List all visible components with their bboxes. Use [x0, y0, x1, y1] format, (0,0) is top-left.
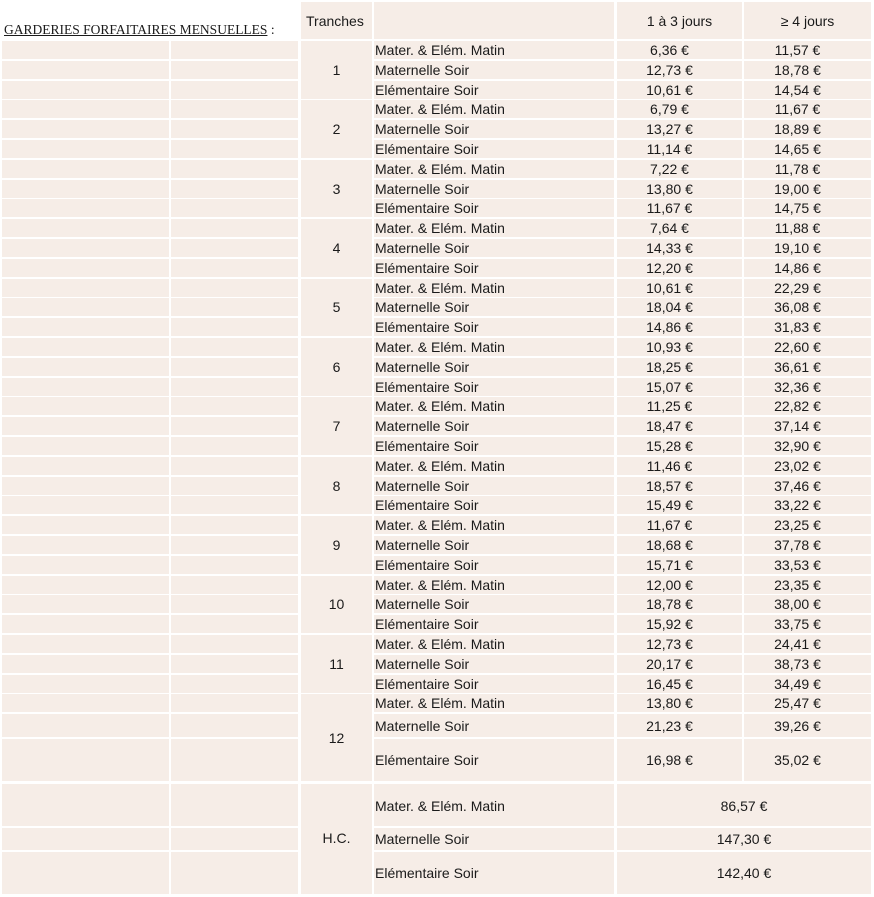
- rate-4plus: 31,83 €: [774, 319, 821, 336]
- rate-4plus: 22,29 €: [774, 279, 821, 296]
- rate-1-3: 13,80 €: [646, 180, 693, 197]
- rate-1-3: 14,33 €: [646, 240, 693, 256]
- service-name: Maternelle Soir: [375, 717, 470, 734]
- empty-cell-mid: [171, 784, 298, 826]
- service-name: Elémentaire Soir: [375, 378, 479, 395]
- service-name: Maternelle Soir: [375, 61, 470, 78]
- empty-cell-left: [2, 417, 169, 435]
- rate-1-3: 16,45 €: [646, 675, 693, 692]
- empty-cell-left: [2, 318, 169, 336]
- empty-cell-mid: [171, 556, 298, 574]
- empty-cell-mid: [171, 41, 298, 59]
- rate-4plus: 33,53 €: [774, 556, 821, 573]
- service-name: Mater. & Elém. Matin: [375, 279, 505, 296]
- empty-cell-left: [2, 477, 169, 495]
- rate-4plus: 23,35 €: [774, 576, 821, 593]
- rate-1-3: 18,78 €: [646, 596, 693, 613]
- service-name: Elémentaire Soir: [375, 438, 479, 454]
- empty-cell-mid: [171, 655, 298, 673]
- empty-cell-mid: [171, 635, 298, 653]
- service-name: Mater. & Elém. Matin: [375, 220, 505, 237]
- hc-rate: 142,40 €: [716, 865, 772, 882]
- empty-cell-left: [2, 279, 169, 297]
- empty-cell-left: [2, 41, 169, 59]
- empty-cell-left: [2, 199, 169, 217]
- rate-1-3: 14,86 €: [646, 319, 693, 336]
- service-name: Mater. & Elém. Matin: [375, 339, 505, 355]
- empty-cell-left: [2, 298, 169, 316]
- tranche-label: 7: [332, 418, 341, 435]
- empty-cell-left: [2, 576, 169, 594]
- service-name: Elémentaire Soir: [375, 675, 479, 692]
- rate-1-3: 7,22 €: [650, 160, 689, 177]
- empty-cell-left: [2, 828, 169, 850]
- header-col2: ≥ 4 jours: [780, 13, 835, 29]
- empty-cell-left: [2, 219, 169, 237]
- service-name: Maternelle Soir: [375, 477, 470, 494]
- rate-4plus: 18,78 €: [774, 61, 821, 78]
- header-cell-blank: [374, 2, 614, 39]
- rate-4plus: 33,75 €: [774, 616, 821, 633]
- tranche-label: 4: [332, 240, 341, 256]
- rate-4plus: 33,22 €: [774, 497, 821, 514]
- empty-cell-left: [2, 675, 169, 693]
- empty-cell-mid: [171, 576, 298, 594]
- rate-1-3: 18,68 €: [646, 537, 693, 553]
- rate-4plus: 24,41 €: [774, 636, 821, 652]
- empty-cell-mid: [171, 180, 298, 198]
- empty-cell-left: [2, 259, 169, 277]
- tranche-label: 8: [332, 477, 341, 494]
- rate-4plus: 14,54 €: [774, 81, 821, 98]
- rate-4plus: 36,61 €: [774, 358, 821, 375]
- rate-1-3: 11,67 €: [646, 517, 693, 534]
- empty-cell-mid: [171, 279, 298, 297]
- service-name: Elémentaire Soir: [375, 141, 479, 157]
- service-name: Maternelle Soir: [375, 358, 470, 375]
- service-name: Elémentaire Soir: [375, 81, 479, 98]
- rate-1-3: 13,27 €: [646, 121, 693, 138]
- empty-cell-left: [2, 140, 169, 158]
- empty-cell-mid: [171, 536, 298, 554]
- tranche-label: 3: [332, 180, 341, 197]
- service-name: Mater. & Elém. Matin: [375, 398, 505, 415]
- header-col1: 1 à 3 jours: [646, 13, 713, 29]
- section-title: [4, 22, 275, 38]
- empty-cell-left: [2, 739, 169, 781]
- empty-cell-left: [2, 160, 169, 178]
- service-name: Maternelle Soir: [375, 299, 470, 316]
- service-name: Elémentaire Soir: [375, 752, 479, 769]
- service-name: Mater. & Elém. Matin: [375, 101, 505, 118]
- service-name: Maternelle Soir: [375, 180, 470, 197]
- empty-cell-mid: [171, 338, 298, 356]
- empty-cell-left: [2, 496, 169, 514]
- empty-cell-left: [2, 100, 169, 118]
- rate-1-3: 12,73 €: [646, 636, 693, 652]
- empty-cell-left: [2, 714, 169, 737]
- rate-1-3: 11,25 €: [646, 398, 693, 415]
- tranche-label: 10: [328, 596, 345, 613]
- rate-4plus: 19,00 €: [774, 180, 821, 197]
- empty-cell-mid: [171, 100, 298, 118]
- empty-cell-mid: [171, 298, 298, 316]
- rate-4plus: 14,65 €: [774, 141, 821, 157]
- empty-cell-mid: [171, 739, 298, 781]
- rate-4plus: 14,86 €: [774, 259, 821, 276]
- service-name: Elémentaire Soir: [375, 556, 479, 573]
- empty-cell-mid: [171, 199, 298, 217]
- rate-4plus: 14,75 €: [774, 200, 821, 217]
- rate-4plus: 11,78 €: [774, 160, 821, 177]
- service-name: Maternelle Soir: [375, 537, 470, 553]
- rate-4plus: 19,10 €: [774, 240, 821, 256]
- rate-4plus: 39,26 €: [774, 717, 821, 734]
- empty-cell-mid: [171, 358, 298, 376]
- rate-4plus: 11,67 €: [774, 101, 821, 118]
- service-name: Maternelle Soir: [375, 655, 470, 672]
- empty-cell-mid: [171, 714, 298, 737]
- service-name: Maternelle Soir: [375, 240, 470, 256]
- rate-4plus: 36,08 €: [774, 299, 821, 316]
- rate-4plus: 11,88 €: [774, 220, 821, 237]
- rate-1-3: 18,47 €: [646, 418, 693, 435]
- empty-cell-mid: [171, 852, 298, 894]
- rate-1-3: 10,61 €: [646, 279, 693, 296]
- rate-1-3: 18,04 €: [646, 299, 693, 316]
- rate-1-3: 10,93 €: [646, 339, 693, 355]
- rate-4plus: 23,02 €: [774, 457, 821, 474]
- hc-service-name: Mater. & Elém. Matin: [375, 798, 505, 815]
- empty-cell-left: [2, 516, 169, 534]
- service-name: Mater. & Elém. Matin: [375, 517, 505, 534]
- rate-1-3: 18,57 €: [646, 477, 693, 494]
- rate-1-3: 15,49 €: [646, 497, 693, 514]
- empty-cell-mid: [171, 397, 298, 415]
- empty-cell-mid: [171, 239, 298, 257]
- service-name: Elémentaire Soir: [375, 259, 479, 276]
- empty-cell-mid: [171, 477, 298, 495]
- empty-cell-mid: [171, 160, 298, 178]
- tranche-label: 5: [332, 299, 341, 316]
- rate-4plus: 25,47 €: [774, 695, 821, 712]
- empty-cell-left: [2, 378, 169, 396]
- empty-cell-mid: [171, 595, 298, 613]
- empty-cell-mid: [171, 694, 298, 712]
- service-name: Elémentaire Soir: [375, 497, 479, 514]
- rate-4plus: 22,60 €: [774, 339, 821, 355]
- rate-4plus: 32,36 €: [774, 378, 821, 395]
- empty-cell-mid: [171, 259, 298, 277]
- empty-cell-left: [2, 536, 169, 554]
- hc-service-name: Maternelle Soir: [375, 831, 470, 848]
- empty-cell-left: [2, 437, 169, 455]
- empty-cell-left: [2, 239, 169, 257]
- rate-4plus: 38,73 €: [774, 655, 821, 672]
- rate-4plus: 32,90 €: [774, 438, 821, 454]
- rate-4plus: 18,89 €: [774, 121, 821, 138]
- empty-cell-left: [2, 61, 169, 79]
- rate-1-3: 15,28 €: [646, 438, 693, 454]
- rate-1-3: 12,20 €: [646, 259, 693, 276]
- hc-rate: 86,57 €: [720, 798, 768, 815]
- empty-cell-mid: [171, 437, 298, 455]
- rate-1-3: 15,07 €: [646, 378, 693, 395]
- empty-cell-left: [2, 457, 169, 475]
- empty-cell-left: [2, 784, 169, 826]
- rate-4plus: 22,82 €: [774, 398, 821, 415]
- tranche-label: 6: [332, 358, 341, 375]
- empty-cell-left: [2, 338, 169, 356]
- empty-cell-mid: [171, 675, 298, 693]
- service-name: Elémentaire Soir: [375, 616, 479, 633]
- empty-cell-mid: [171, 615, 298, 633]
- empty-cell-left: [2, 358, 169, 376]
- empty-cell-mid: [171, 496, 298, 514]
- rate-1-3: 10,61 €: [646, 81, 693, 98]
- rate-4plus: 37,14 €: [774, 418, 821, 435]
- empty-cell-mid: [171, 378, 298, 396]
- rate-1-3: 11,14 €: [646, 141, 693, 157]
- rate-1-3: 12,73 €: [646, 61, 693, 78]
- service-name: Elémentaire Soir: [375, 319, 479, 336]
- empty-cell-left: [2, 120, 169, 138]
- rate-4plus: 34,49 €: [774, 675, 821, 692]
- empty-cell-mid: [171, 81, 298, 99]
- section-title-suffix: :: [267, 22, 275, 37]
- rate-4plus: 35,02 €: [774, 752, 821, 769]
- tranche-label: 1: [332, 61, 341, 78]
- rate-4plus: 11,57 €: [774, 42, 821, 58]
- rate-1-3: 20,17 €: [646, 655, 693, 672]
- rate-1-3: 16,98 €: [646, 752, 693, 769]
- empty-cell-mid: [171, 61, 298, 79]
- rate-1-3: 6,79 €: [650, 101, 689, 118]
- rate-1-3: 13,80 €: [646, 695, 693, 712]
- service-name: Maternelle Soir: [375, 418, 470, 435]
- rate-4plus: 37,46 €: [774, 477, 821, 494]
- empty-cell-left: [2, 852, 169, 894]
- empty-cell-left: [2, 556, 169, 574]
- tranche-label: 9: [332, 537, 341, 553]
- rate-4plus: 38,00 €: [774, 596, 821, 613]
- empty-cell-left: [2, 595, 169, 613]
- tranche-label: 12: [328, 729, 345, 746]
- empty-cell-mid: [171, 417, 298, 435]
- service-name: Mater. & Elém. Matin: [375, 576, 505, 593]
- rate-4plus: 23,25 €: [774, 517, 821, 534]
- empty-cell-left: [2, 694, 169, 712]
- service-name: Mater. & Elém. Matin: [375, 636, 505, 652]
- empty-cell-left: [2, 397, 169, 415]
- tranche-label: 11: [329, 655, 344, 672]
- service-name: Mater. & Elém. Matin: [375, 42, 505, 58]
- empty-cell-mid: [171, 219, 298, 237]
- empty-cell-left: [2, 180, 169, 198]
- empty-cell-left: [2, 655, 169, 673]
- service-name: Maternelle Soir: [375, 596, 470, 613]
- hc-rate: 147,30 €: [716, 831, 772, 848]
- empty-cell-mid: [171, 140, 298, 158]
- rate-1-3: 15,92 €: [646, 616, 693, 633]
- rate-1-3: 7,64 €: [650, 220, 689, 237]
- empty-cell-mid: [171, 828, 298, 850]
- rate-1-3: 21,23 €: [646, 717, 693, 734]
- empty-cell-left: [2, 81, 169, 99]
- rate-1-3: 12,00 €: [646, 576, 693, 593]
- hc-label: H.C.: [322, 830, 351, 847]
- service-name: Mater. & Elém. Matin: [375, 160, 505, 177]
- empty-cell-mid: [171, 120, 298, 138]
- empty-cell-mid: [171, 457, 298, 475]
- rate-1-3: 11,46 €: [646, 457, 693, 474]
- service-name: Mater. & Elém. Matin: [375, 457, 505, 474]
- rate-1-3: 6,36 €: [650, 42, 689, 58]
- rate-1-3: 18,25 €: [646, 358, 693, 375]
- tranche-label: 2: [332, 121, 341, 138]
- empty-cell-mid: [171, 516, 298, 534]
- service-name: Elémentaire Soir: [375, 200, 479, 217]
- rate-1-3: 11,67 €: [646, 200, 693, 217]
- hc-service-name: Elémentaire Soir: [375, 865, 479, 882]
- header-tranches: Tranches: [306, 13, 364, 29]
- service-name: Maternelle Soir: [375, 121, 470, 138]
- empty-cell-left: [2, 635, 169, 653]
- rate-4plus: 37,78 €: [774, 537, 821, 553]
- service-name: Mater. & Elém. Matin: [375, 695, 505, 712]
- rate-1-3: 15,71 €: [646, 556, 693, 573]
- section-title-text: GARDERIES FORFAITAIRES MENSUELLES: [4, 22, 268, 37]
- empty-cell-left: [2, 615, 169, 633]
- empty-cell-mid: [171, 318, 298, 336]
